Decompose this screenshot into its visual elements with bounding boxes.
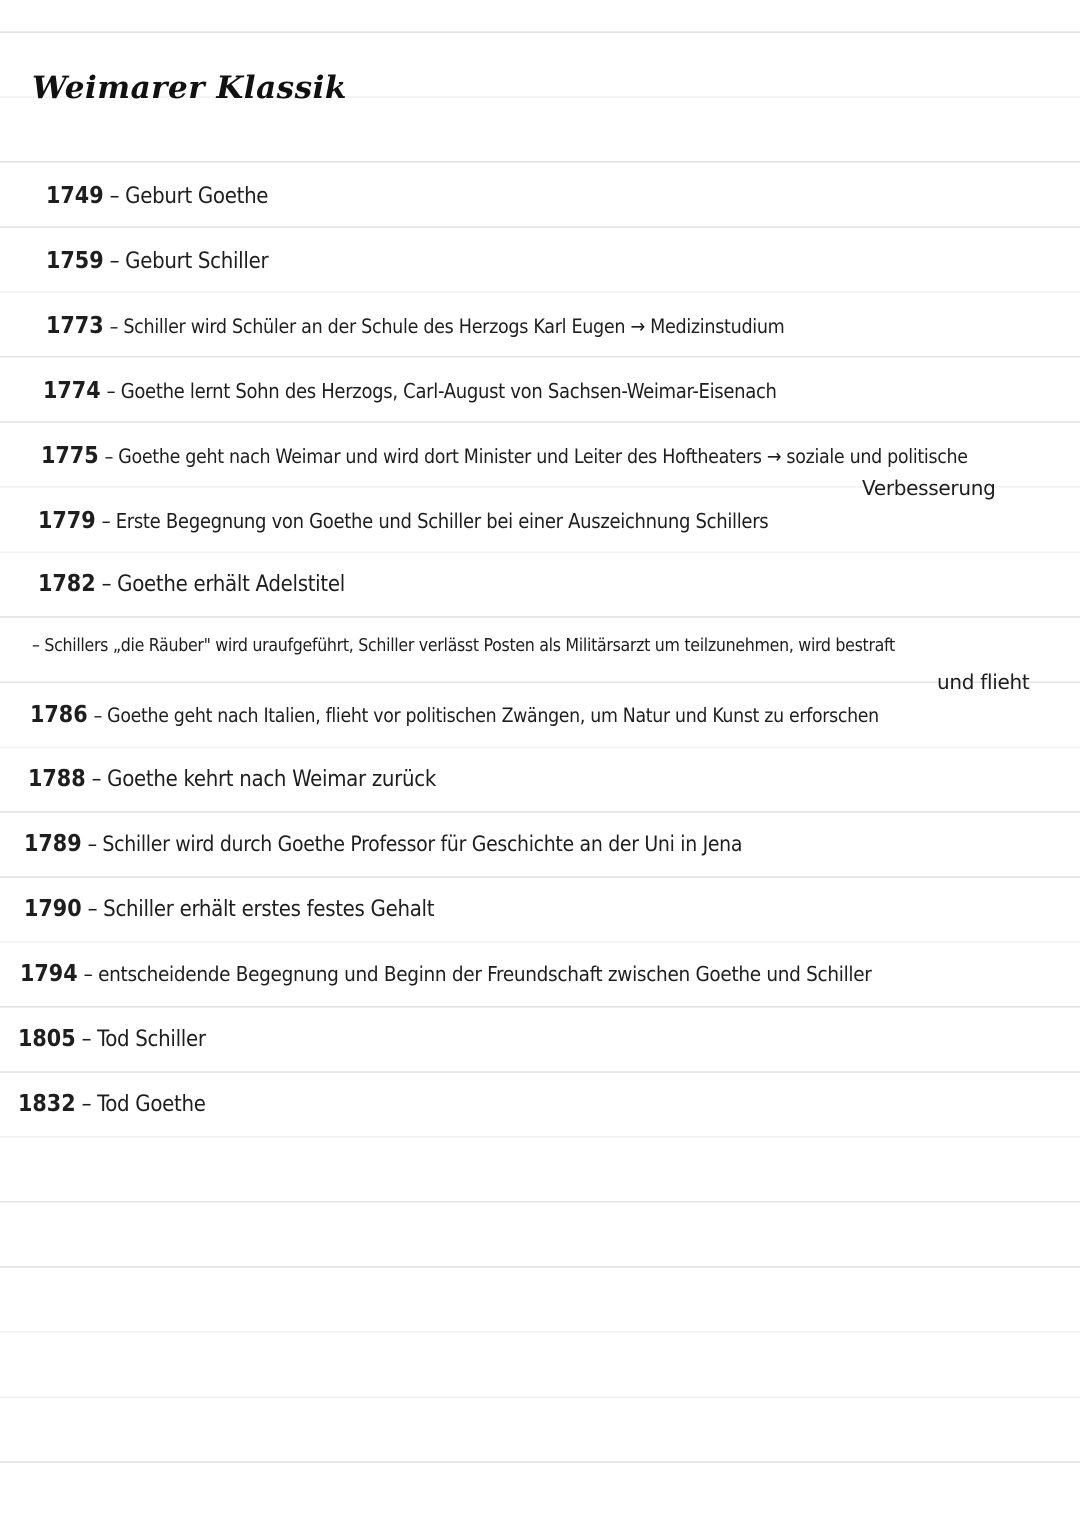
entry-text: – Schillers „die Räuber" wird uraufgeführt, Schiller verlässt Posten als Militärsarzt um teilzunehmen, wird bestraft [32,636,895,656]
entry-year: 1794 [20,961,78,987]
entry-text: – Goethe geht nach Italien, flieht vor politischen Zwängen, um Natur und Kunst zu erforschen [93,704,879,727]
entry-text: – Erste Begegnung von Goethe und Schiller bei einer Auszeichnung Schillers [101,509,769,533]
entry-text: – Goethe kehrt nach Weimar zurück [91,767,436,792]
entry-year: 1774 [43,378,101,404]
timeline-entry-1759 [46,248,268,274]
entry-year: 1789 [24,831,82,857]
timeline-entry-1794 [20,961,872,987]
timeline-entry-1790 [24,896,434,922]
entry-text: – Schiller wird Schüler an der Schule des Herzogs Karl Eugen → Medizinstudium [109,315,785,338]
entry-continuation: Verbesserung [862,476,996,500]
entry-text: – Schiller wird durch Goethe Professor für Geschichte an der Uni in Jena [87,832,743,856]
entry-year: 1749 [46,183,104,209]
page-title: Weimarer Klassik [32,70,347,106]
entry-text: – Geburt Goethe [109,184,269,209]
entry-year: 1788 [28,766,86,792]
entry-year: 1832 [18,1091,76,1117]
entry-text: – Goethe lernt Sohn des Herzogs, Carl-August von Sachsen-Weimar-Eisenach [106,379,777,403]
timeline-entry-1779 [38,508,768,534]
timeline-entry-1775 [41,443,968,469]
entry-text: – entscheidende Begegnung und Beginn der Freundschaft zwischen Goethe und Schiller [83,962,872,986]
entry-year: 1786 [30,702,88,728]
entry-year: 1779 [38,508,96,534]
entry-text: – Goethe geht nach Weimar und wird dort Minister und Leiter des Hoftheaters → soziale und politische [104,445,968,468]
timeline-entry-1805 [18,1026,206,1052]
entry-year: 1773 [46,313,104,339]
timeline-entry-1832 [18,1091,206,1117]
timeline-entry-1789 [24,831,742,857]
timeline-entry-raeuber [32,636,895,656]
entry-continuation: und flieht [937,670,1030,694]
entry-text: – Tod Schiller [81,1027,206,1052]
entry-text: – Goethe erhält Adelstitel [101,572,345,597]
entry-year: 1775 [41,443,99,469]
timeline-entry-1786 [30,702,879,728]
timeline-entry-1782 [38,571,345,597]
entry-year: 1782 [38,571,96,597]
timeline-entry-1773 [46,313,784,339]
entry-text: – Tod Goethe [81,1092,206,1117]
entry-text: – Schiller erhält erstes festes Gehalt [87,897,435,922]
timeline-entry-1788 [28,766,436,792]
entry-year: 1805 [18,1026,76,1052]
timeline-entry-1749 [46,183,268,209]
timeline-entry-1774 [43,378,777,404]
entry-year: 1759 [46,248,104,274]
entry-text: – Geburt Schiller [109,249,269,274]
entry-year: 1790 [24,896,82,922]
